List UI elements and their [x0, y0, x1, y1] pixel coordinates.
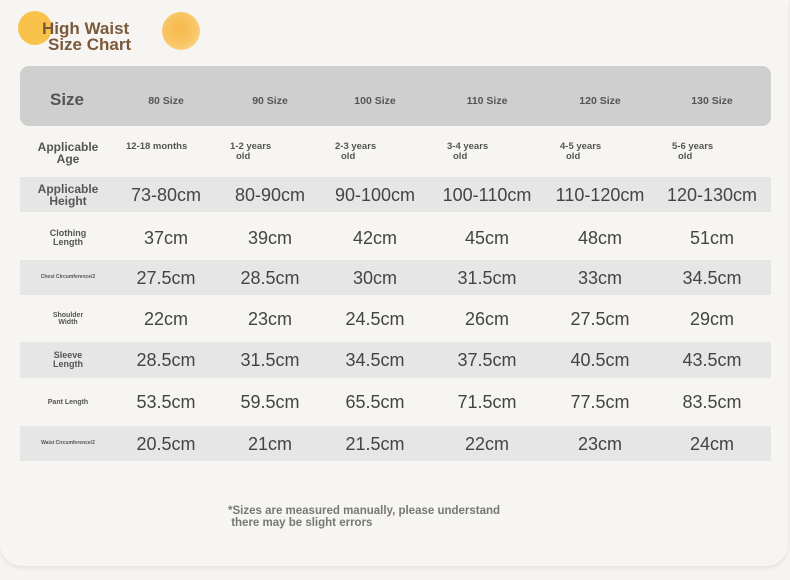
measurement-cell: 31.5cm — [240, 350, 300, 370]
measurement-cell: 100-110cm — [442, 184, 532, 205]
measurement-cell: 90-100cm — [334, 184, 416, 205]
measurement-cell: 29cm — [689, 308, 734, 329]
yellow-dot-icon — [162, 12, 200, 50]
measurement-cell: 53.5cm — [136, 392, 196, 412]
row-label-line: Sleeve — [53, 350, 83, 360]
footnote — [228, 505, 500, 529]
size-header: 80 Size — [148, 95, 184, 107]
row-label-line: Pant Length — [47, 398, 89, 406]
chart-title — [16, 10, 206, 54]
measurement-cell: 110-120cm — [555, 184, 645, 205]
measurement-cell: 77.5cm — [570, 392, 630, 412]
age-cell — [560, 142, 650, 161]
row-label — [28, 260, 108, 295]
age-cell-line: 1-2 years — [230, 141, 272, 152]
row-label-line: Height — [49, 193, 87, 208]
measurement-cell: 45cm — [464, 227, 509, 248]
row-label — [28, 426, 108, 461]
measurement-cell: 23cm — [247, 308, 292, 329]
measurement-cell: 20.5cm — [136, 433, 196, 454]
row-label-line: Chest Circumference/2 — [40, 274, 96, 280]
measurement-cell: 26cm — [464, 308, 509, 329]
footnote-line-1: *Sizes are measured manually, please understand — [228, 505, 501, 517]
measurement-cell: 28.5cm — [240, 267, 300, 288]
age-cell-line: 5-6 years — [672, 141, 714, 152]
measurement-cell: 22cm — [464, 433, 509, 454]
measurement-cell: 48cm — [577, 227, 622, 248]
age-cell-line: old — [236, 150, 251, 162]
size-header: 90 Size — [252, 95, 288, 107]
age-cell — [126, 142, 216, 152]
measurement-cell: 34.5cm — [345, 350, 405, 370]
measurement-cell: 43.5cm — [682, 350, 742, 370]
row-label — [28, 295, 108, 342]
row-label — [28, 342, 108, 378]
age-cell — [447, 142, 537, 161]
measurement-cell: 51cm — [689, 227, 734, 248]
title-line-1: High Waist — [42, 19, 130, 38]
age-cell-line: 4-5 years — [560, 141, 602, 152]
measurement-cell: 73-80cm — [130, 184, 202, 205]
measurement-cell: 39cm — [247, 227, 292, 248]
row-label-line: Applicable — [37, 139, 99, 154]
row-label-line: Width — [58, 318, 78, 326]
measurement-cell: 27.5cm — [570, 308, 630, 329]
measurement-cell: 24cm — [689, 433, 734, 454]
measurement-cell: 21cm — [247, 433, 292, 454]
row-label — [28, 378, 108, 426]
measurement-cell: 21.5cm — [345, 433, 405, 454]
row-label — [28, 215, 108, 260]
measurement-cell: 42cm — [352, 227, 397, 248]
size-header: 130 Size — [691, 95, 733, 107]
measurement-cell: 65.5cm — [345, 392, 405, 412]
size-header: 110 Size — [466, 95, 508, 107]
age-cell-line: old — [341, 150, 356, 162]
measurement-cell: 71.5cm — [457, 392, 517, 412]
row-label-line: Age — [56, 151, 80, 166]
measurement-cell: 31.5cm — [457, 267, 517, 288]
title-line-2: Size Chart — [48, 35, 132, 54]
age-cell-line: old — [678, 150, 693, 162]
row-label — [28, 128, 108, 177]
measurement-cell: 37.5cm — [457, 350, 517, 370]
measurement-cell: 37cm — [143, 227, 188, 248]
measurement-cell: 40.5cm — [570, 350, 630, 370]
measurement-cell: 34.5cm — [682, 267, 742, 288]
size-header: 120 Size — [579, 95, 621, 107]
row-label-line: Length — [53, 236, 83, 247]
measurement-cell: 23cm — [577, 433, 622, 454]
measurement-cell: 120-130cm — [666, 184, 758, 205]
measurement-cell: 83.5cm — [682, 392, 742, 412]
row-label — [28, 177, 108, 212]
age-cell-line: 12-18 months — [126, 141, 188, 152]
age-cell-line: old — [566, 150, 581, 162]
measurement-cell: 27.5cm — [136, 267, 196, 288]
size-header: 100 Size — [354, 95, 396, 107]
row-label-line: Applicable — [37, 181, 99, 196]
measurement-cell: 59.5cm — [240, 392, 300, 412]
size-header-label: Size — [50, 90, 85, 109]
measurement-cell: 30cm — [352, 267, 397, 288]
age-cell-line: 3-4 years — [447, 141, 489, 152]
measurement-cell: 24.5cm — [345, 308, 405, 329]
measurement-cell: 22cm — [143, 308, 188, 329]
age-cell — [230, 142, 320, 161]
age-cell-line: 2-3 years — [335, 141, 377, 152]
row-label-line: Waist Circumference/2 — [41, 440, 95, 446]
measurement-cell: 33cm — [577, 267, 622, 288]
age-cell-line: old — [453, 150, 468, 162]
row-label-line: Clothing — [49, 227, 87, 238]
age-cell — [672, 142, 762, 161]
measurement-cell: 28.5cm — [136, 350, 196, 370]
age-cell — [335, 142, 425, 161]
footnote-line-2: there may be slight errors — [228, 517, 373, 529]
measurement-cell: 80-90cm — [234, 184, 306, 205]
row-label-line: Shoulder — [52, 311, 84, 319]
row-label-line: Length — [53, 359, 83, 369]
